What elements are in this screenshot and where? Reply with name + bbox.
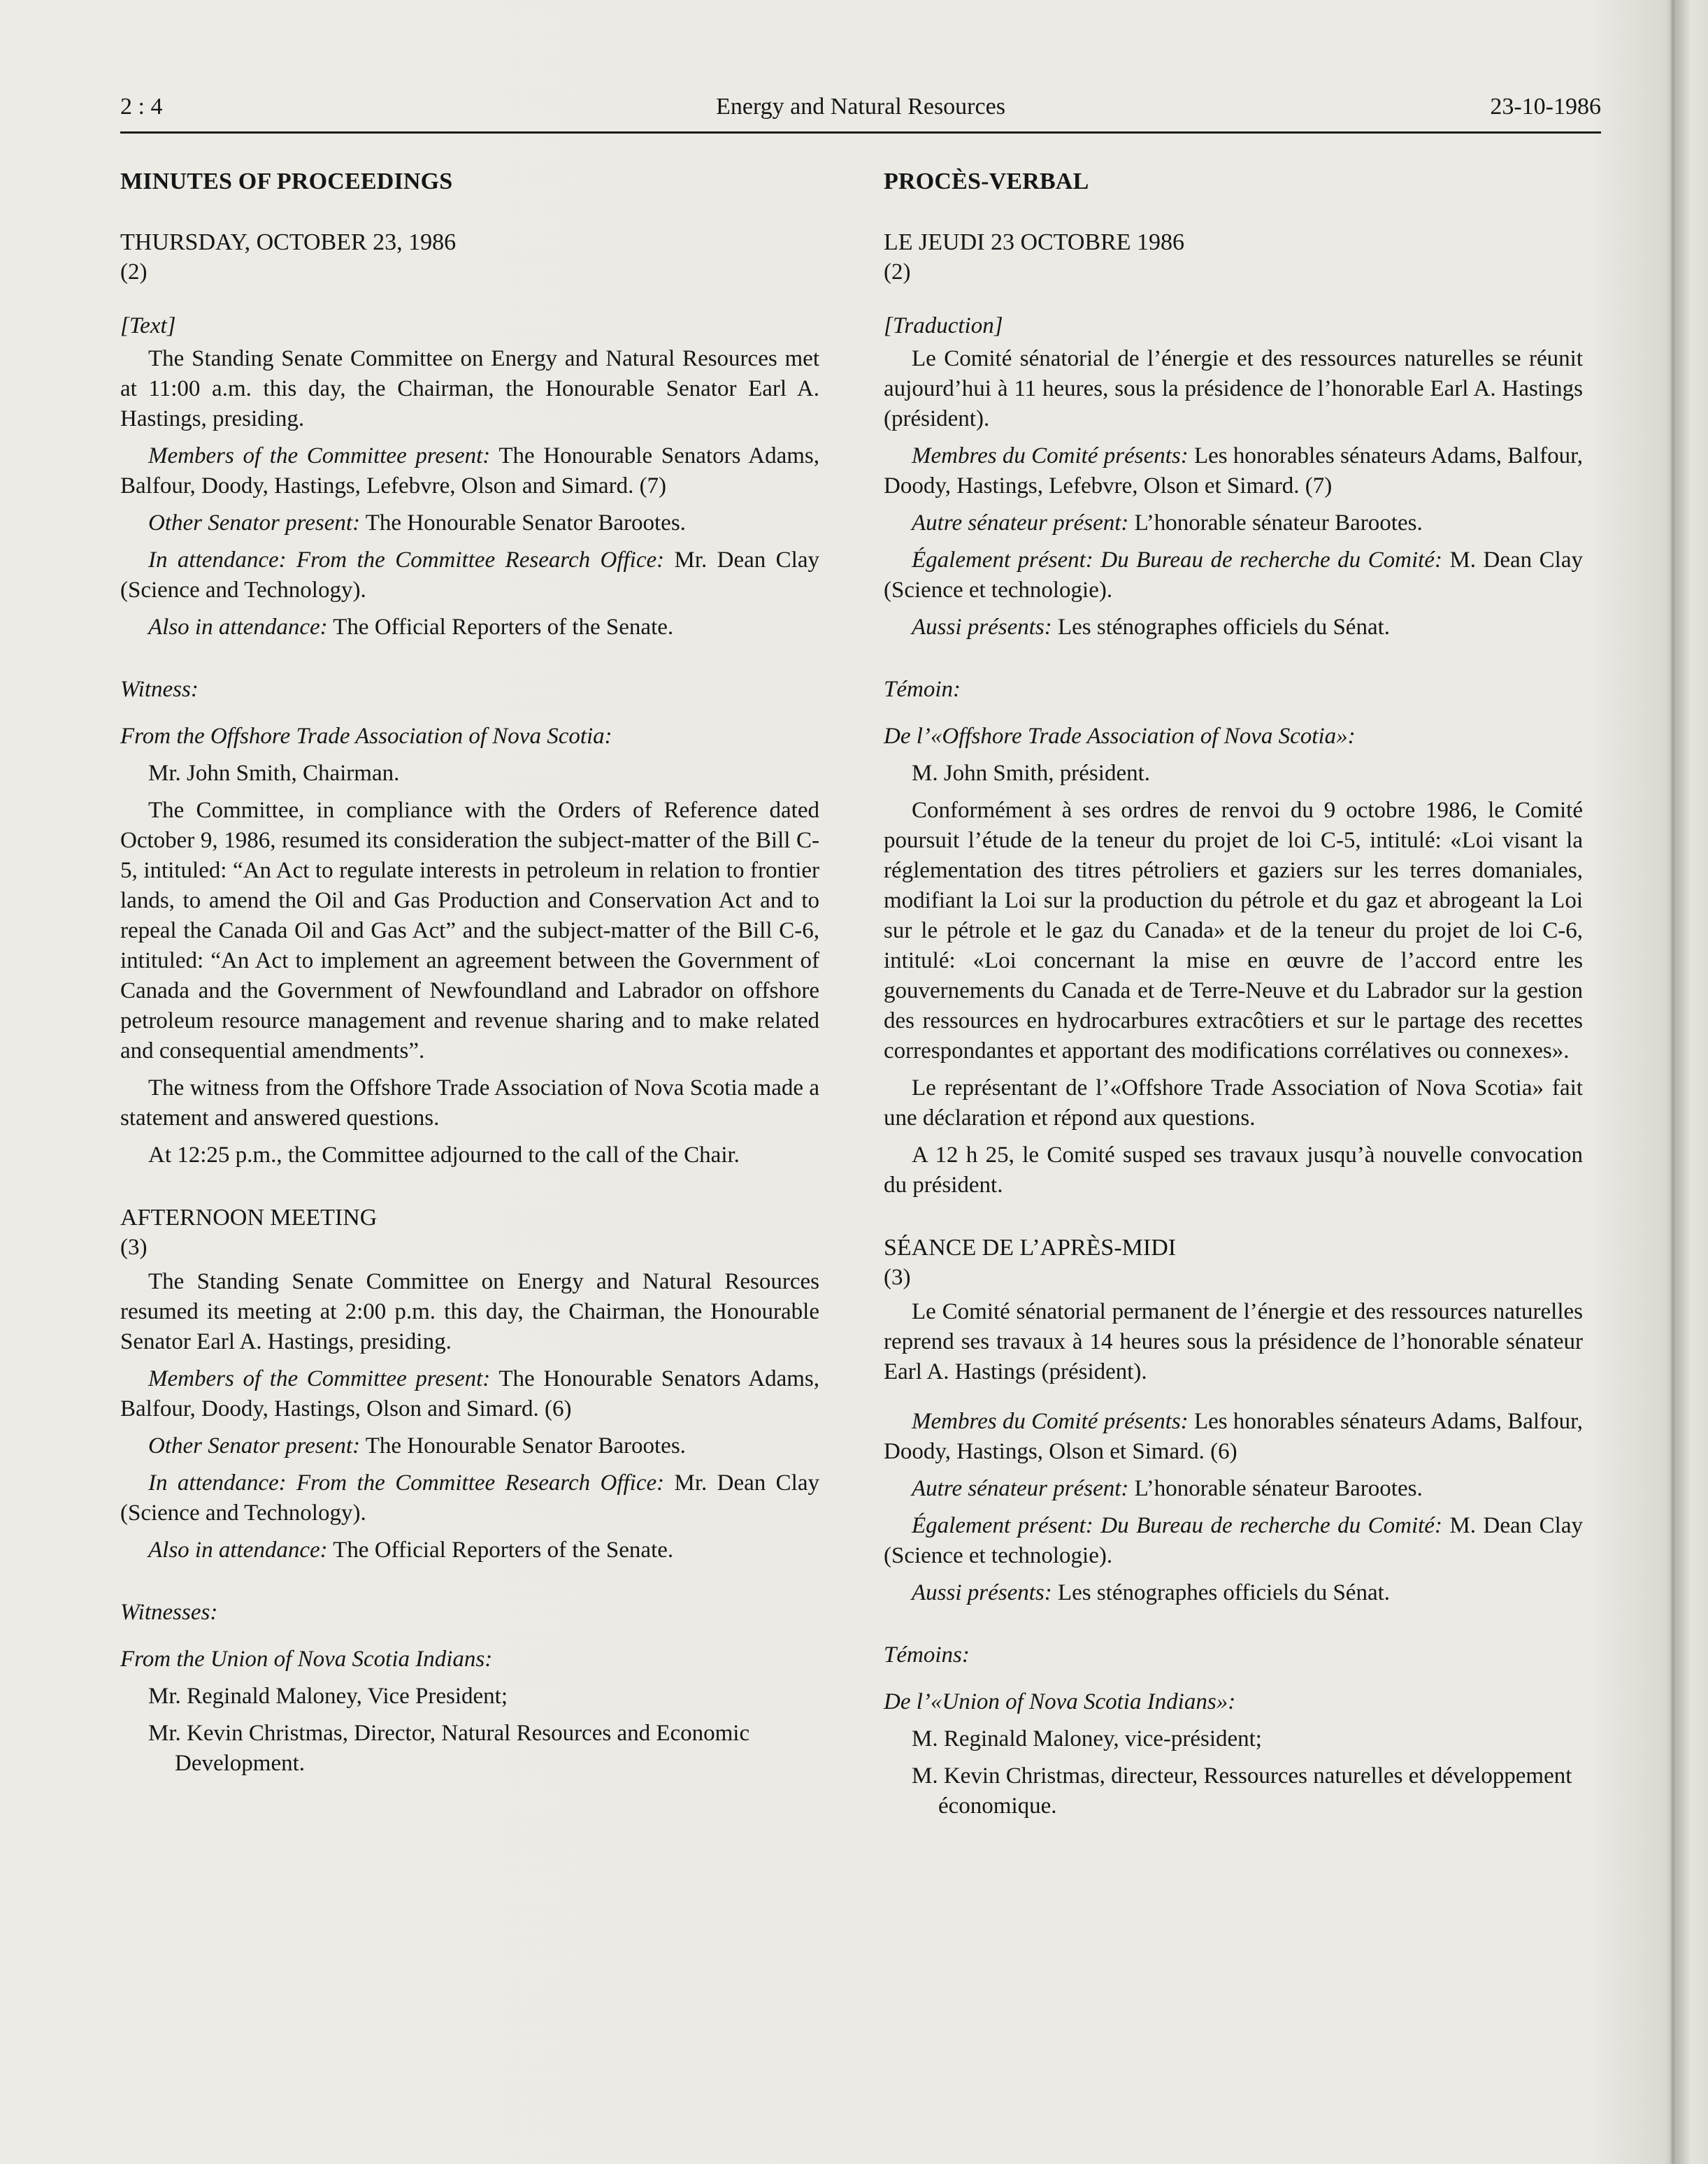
attendance2-text: Mr. Dean Clay (Science and Technology). [120, 1470, 819, 1526]
also-text: The Official Reporters of the Senate. [327, 615, 674, 640]
witness-maloney: Mr. Reginald Maloney, Vice President; [148, 1684, 508, 1709]
members-present [120, 441, 819, 501]
attendance-label-fr: Également présent: Du Bureau de recherche du Comité: [912, 547, 1442, 573]
also-attendance-afternoon [120, 1535, 819, 1565]
attendance2-text-fr: M. Dean Clay (Science et technologie). [884, 1513, 1583, 1568]
other-senator-afternoon-fr [884, 1474, 1583, 1504]
witnesses-label: Witnesses: [120, 1600, 218, 1625]
other2-text: The Honourable Senator Barootes. [360, 1433, 686, 1459]
statement-paragraph: The witness from the Offshore Trade Association of Nova Scotia made a statement and answered questions. [120, 1075, 819, 1131]
afternoon-heading: AFTERNOON MEETING [120, 1205, 378, 1231]
opening-paragraph: The Standing Senate Committee on Energy and Natural Resources met at 11:00 a.m. this day, the Chairman, the Honourable Senator Earl A. Hastings, presiding. [120, 346, 819, 431]
morning-date: THURSDAY, OCTOBER 23, 1986 [120, 229, 457, 255]
members2-label-fr: Membres du Comité présents: [912, 1409, 1189, 1434]
members-label: Members of the Committee present: [148, 443, 491, 468]
attendance-text: Mr. Dean Clay (Science and Technology). [120, 547, 819, 603]
witness-organization-fr: De l’«Offshore Trade Association of Nova Scotia»: [884, 724, 1356, 749]
members2-text: The Honourable Senators Adams, Balfour, Doody, Hastings, Olson and Simard. (6) [120, 1366, 820, 1421]
french-column [884, 166, 1583, 1828]
text-label: [Text] [120, 313, 176, 338]
witness-maloney-fr: M. Reginald Maloney, vice-président; [912, 1726, 1262, 1751]
english-column [120, 166, 819, 1786]
attendance-text-fr: M. Dean Clay (Science et technologie). [884, 547, 1583, 603]
members2-label: Members of the Committee present: [148, 1366, 491, 1391]
adjourn-paragraph-fr: A 12 h 25, le Comité susped ses travaux jusqu’à nouvelle convocation du président. [884, 1142, 1583, 1198]
also2-text: The Official Reporters of the Senate. [327, 1538, 674, 1563]
afternoon-paragraph-fr: Le Comité sénatorial permanent de l’énergie et des ressources naturelles reprend ses travaux à 14 heures sous la présidence de l’honorable sénateur Earl A. Hastings (président). [884, 1299, 1583, 1384]
in-attendance [120, 545, 819, 606]
witness-name-fr: M. John Smith, président. [912, 761, 1151, 786]
members2-text-fr: Les honorables sénateurs Adams, Balfour, Doody, Hastings, Olson et Simard. (6) [884, 1409, 1583, 1464]
other2-label: Other Senator present: [148, 1433, 361, 1459]
witness-organization: From the Offshore Trade Association of Nova Scotia: [120, 724, 612, 749]
other-label: Other Senator present: [148, 510, 361, 536]
other-senator-fr [884, 508, 1583, 538]
attendance-label: In attendance: From the Committee Research Office: [148, 547, 665, 573]
other-text-fr: L’honorable sénateur Barootes. [1128, 510, 1423, 536]
morning-number-fr: (2) [884, 259, 911, 285]
afternoon-number-fr: (3) [884, 1265, 911, 1290]
witness-label-fr: Témoin: [884, 677, 961, 702]
attendance2-label-fr: Également présent: Du Bureau de recherche du Comité: [912, 1513, 1442, 1538]
in-attendance-afternoon-fr [884, 1511, 1583, 1571]
statement-paragraph-fr: Le représentant de l’«Offshore Trade Association of Nova Scotia» fait une déclaration et répond aux questions. [884, 1075, 1583, 1131]
other-senator [120, 508, 819, 538]
header-page-number: 2 : 4 [120, 94, 163, 120]
members-label-fr: Membres du Comité présents: [912, 443, 1189, 468]
morning-number: (2) [120, 259, 148, 285]
also-label: Also in attendance: [148, 615, 328, 640]
witnesses-organization: From the Union of Nova Scotia Indians: [120, 1647, 493, 1672]
afternoon-number: (3) [120, 1235, 148, 1260]
in-attendance-afternoon [120, 1468, 819, 1528]
witness-christmas: Mr. Kevin Christmas, Director, Natural Resources and Economic Development. [148, 1721, 750, 1776]
witness-label: Witness: [120, 677, 199, 702]
members-present-afternoon [120, 1364, 819, 1424]
witness-christmas-fr: M. Kevin Christmas, directeur, Ressources naturelles et développement économique. [912, 1763, 1572, 1819]
minutes-heading: MINUTES OF PROCEEDINGS [120, 169, 453, 194]
witnesses-organization-fr: De l’«Union of Nova Scotia Indians»: [884, 1689, 1236, 1714]
header-title: Energy and Natural Resources [716, 94, 1005, 120]
header-rule [120, 131, 1601, 134]
attendance2-label: In attendance: From the Committee Research Office: [148, 1470, 665, 1496]
also-attendance-afternoon-fr [884, 1578, 1583, 1608]
other-senator-afternoon [120, 1431, 819, 1461]
witness-name: Mr. John Smith, Chairman. [148, 761, 400, 786]
afternoon-paragraph: The Standing Senate Committee on Energy and Natural Resources resumed its meeting at 2:00 p.m. this day, the Chairman, the Honourable Senator Earl A. Hastings, presiding. [120, 1269, 819, 1354]
also2-label-fr: Aussi présents: [912, 1580, 1052, 1605]
also2-text-fr: Les sténographes officiels du Sénat. [1052, 1580, 1391, 1605]
witnesses-label-fr: Témoins: [884, 1642, 970, 1668]
opening-paragraph-fr: Le Comité sénatorial de l’énergie et des ressources naturelles se réunit aujourd’hui à 11 heures, sous la présidence de l’honorable Earl A. Hastings (président). [884, 346, 1583, 431]
header-date: 23-10-1986 [1490, 94, 1601, 120]
in-attendance-fr [884, 545, 1583, 606]
translation-label: [Traduction] [884, 313, 1003, 338]
other-label-fr: Autre sénateur présent: [912, 510, 1129, 536]
also2-label: Also in attendance: [148, 1538, 328, 1563]
afternoon-heading-fr: SÉANCE DE L’APRÈS-MIDI [884, 1235, 1177, 1261]
other-text: The Honourable Senator Barootes. [360, 510, 686, 536]
also-attendance [120, 612, 819, 643]
also-label-fr: Aussi présents: [912, 615, 1052, 640]
other2-text-fr: L’honorable sénateur Barootes. [1128, 1476, 1423, 1501]
running-header [120, 94, 1601, 130]
members-text-fr: Les honorables sénateurs Adams, Balfour, Doody, Hastings, Lefebvre, Olson et Simard. (7) [884, 443, 1583, 499]
orders-of-reference-fr: Conformément à ses ordres de renvoi du 9 octobre 1986, le Comité poursuit l’étude de la teneur du projet de loi C-5, intitulé: «Loi visant la réglementation des titres pétroliers et gaziers sur les terres domaniales, modifiant la Loi sur la production du pétrole et du gaz et abrogeant la Loi sur le pétrole et le gaz du Canada» et de la teneur du projet de loi C-6, intitulé: «Loi concernant la mise en œuvre de l’accord entre les gouvernements du Canada et de Terre-Neuve et du Labrador sur la gestion des ressources en hydrocarbures extracôtiers et sur le partage des recettes correspondantes et apportant des modifications corrélatives ou connexes». [884, 798, 1583, 1063]
also-text-fr: Les sténographes officiels du Sénat. [1052, 615, 1391, 640]
also-attendance-fr [884, 612, 1583, 643]
orders-of-reference: The Committee, in compliance with the Orders of Reference dated October 9, 1986, resumed its consideration the subject-matter of the Bill C-5, intituled: “An Act to regulate interests in petroleum in relation to frontier lands, to amend the Oil and Gas Production and Conservation Act and to repeal the Canada Oil and Gas Act” and the subject-matter of the Bill C-6, intituled: “An Act to implement an agreement between the Government of Canada and the Government of Newfoundland and Labrador on offshore petroleum resource management and revenue sharing and to make related and consequential amendments”. [120, 798, 819, 1063]
members-text: The Honourable Senators Adams, Balfour, Doody, Hastings, Lefebvre, Olson and Simard. (7) [120, 443, 820, 499]
other2-label-fr: Autre sénateur présent: [912, 1476, 1129, 1501]
members-present-afternoon-fr [884, 1407, 1583, 1467]
proces-verbal-heading: PROCÈS-VERBAL [884, 169, 1089, 194]
members-present-fr [884, 441, 1583, 501]
morning-date-fr: LE JEUDI 23 OCTOBRE 1986 [884, 229, 1185, 255]
adjourn-paragraph: At 12:25 p.m., the Committee adjourned to the call of the Chair. [148, 1142, 740, 1168]
page-fold-shadow [1670, 0, 1677, 2164]
